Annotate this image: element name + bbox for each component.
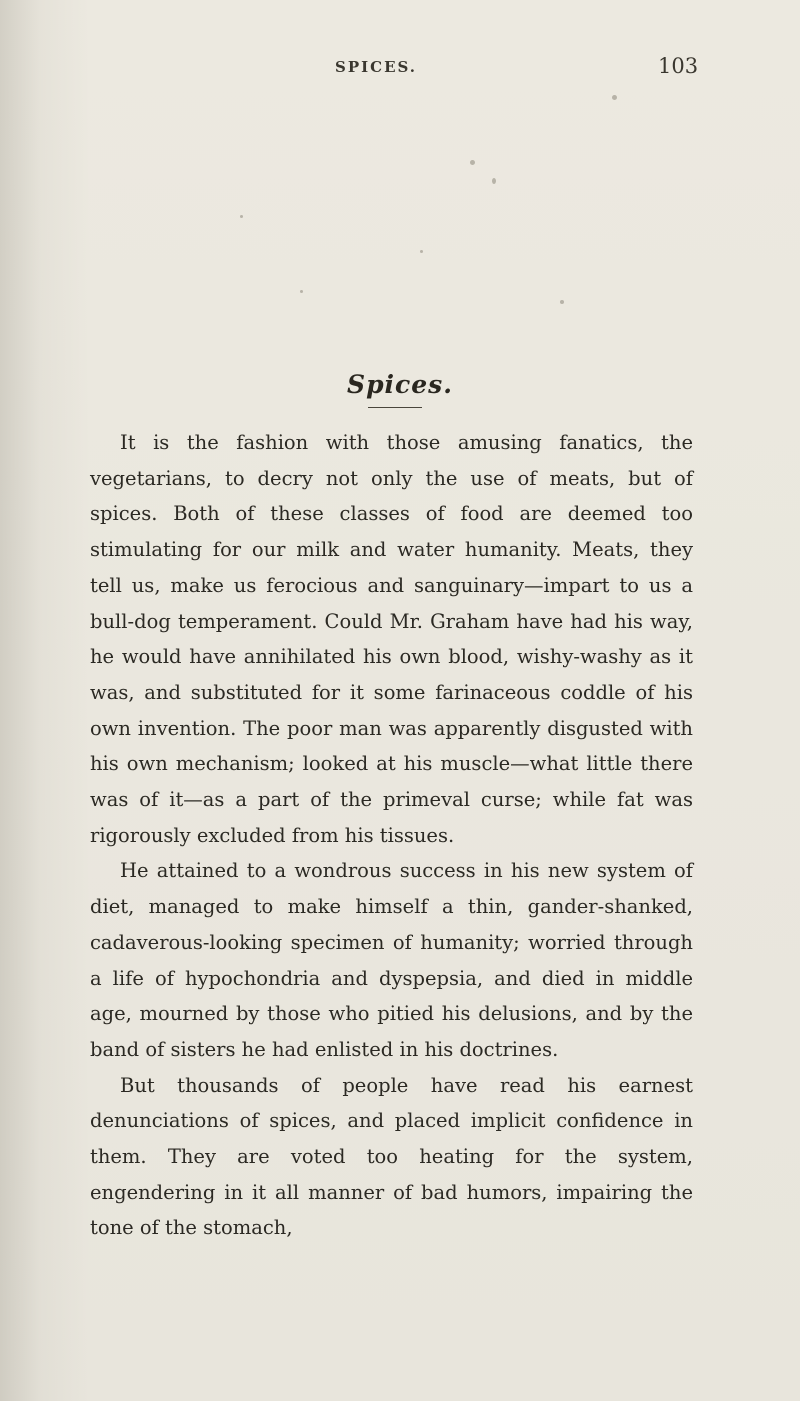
paper-speck bbox=[612, 95, 617, 100]
running-head: SPICES. bbox=[335, 58, 418, 76]
title-rule bbox=[368, 407, 422, 408]
paragraph-3: But thousands of people have read his earnest denunciations of spices, and placed implicit confidence in them. They are voted too heating for the system, engendering in it all manner of bad humors, impairing the tone of the stomach, bbox=[90, 1073, 693, 1240]
paper-speck bbox=[420, 250, 423, 253]
body-text bbox=[90, 425, 693, 1246]
paper-speck bbox=[470, 160, 475, 165]
paper-speck bbox=[300, 290, 303, 293]
paper-speck bbox=[492, 178, 496, 184]
paper-speck bbox=[240, 215, 243, 218]
paragraph-2: He attained to a wondrous success in his new system of diet, managed to make himself a thin, gander-shanked, cadaverous-looking specimen of humanity; worried through a life of hypochondria and dyspepsia, and died in middle age, mourned by those who pitied his delusions, and by the band of sisters he had enlisted in his doctrines. bbox=[90, 859, 693, 1061]
chapter-title: Spices. bbox=[347, 370, 453, 399]
paragraph-1: It is the fashion with those amusing fanatics, the vegetarians, to decry not only the use of meats, but of spices. Both of these classes of food are deemed too stimulating for our milk and water humanity. Meats, they tell us, make us ferocious and sanguinary—impart to us a bull-dog temperament. Could Mr. Graham have had his way, he would have annihilated his own blood, wishy-washy as it was, and substituted for it some farinaceous coddle of his own invention. The poor man was apparently disgusted with his own mechanism; looked at his muscle—what little there was of it—as a part of the primeval curse; while fat was rigorously excluded from his tissues. bbox=[90, 431, 693, 847]
paper-speck bbox=[560, 300, 564, 304]
page-number: 103 bbox=[658, 54, 699, 78]
